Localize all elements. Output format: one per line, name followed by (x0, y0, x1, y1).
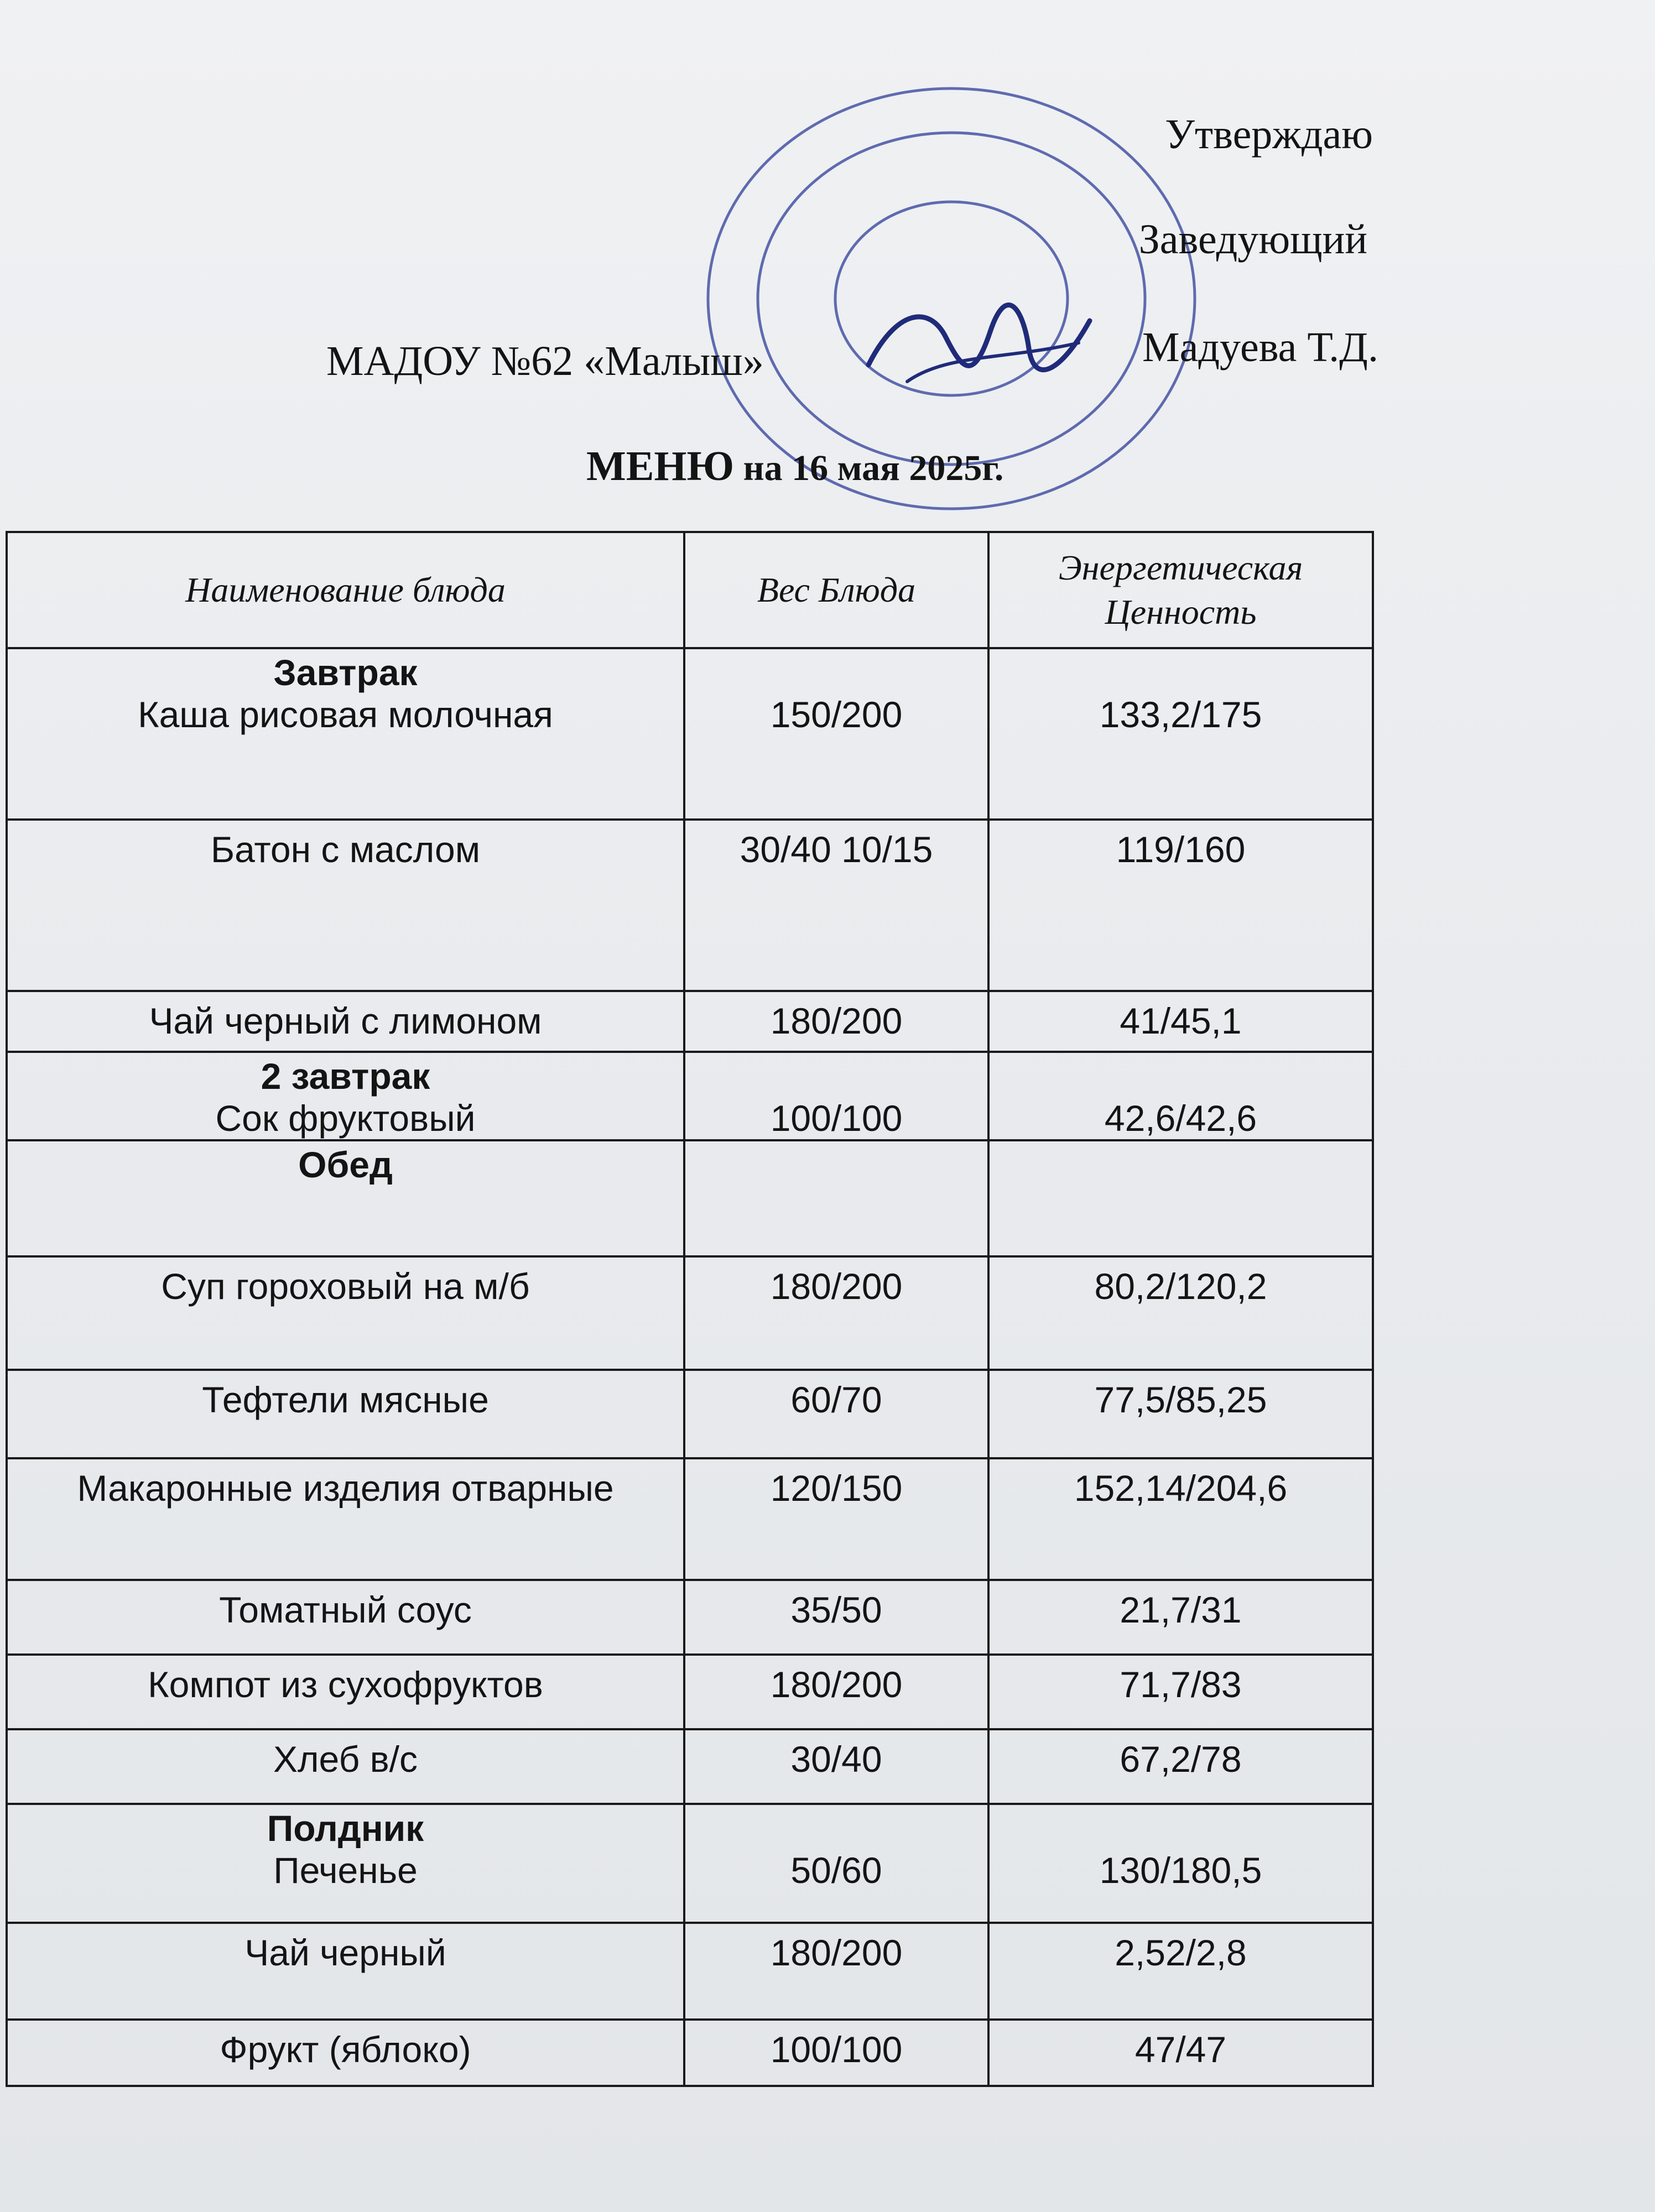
dish-name: Макаронные изделия отварные (77, 1468, 614, 1509)
approve-label: Утверждаю (1165, 111, 1373, 158)
dish-name-cell (7, 648, 684, 820)
table-row (7, 1923, 1373, 2020)
dish-name-cell (7, 1729, 684, 1804)
dish-name-cell (7, 1052, 684, 1140)
dish-name: Каша рисовая молочная (138, 694, 553, 735)
weight-cell: 180/200 (684, 1256, 988, 1370)
weight-cell (684, 1140, 988, 1256)
table-row (7, 1655, 1373, 1729)
weight-cell: 180/200 (684, 991, 988, 1052)
weight-cell: 30/40 (684, 1729, 988, 1804)
dish-name-cell (7, 1458, 684, 1580)
dish-name: Томатный соус (219, 1589, 472, 1630)
signatory-name: Мадуева Т.Д. (1142, 324, 1378, 371)
weight-cell: 150/200 (684, 648, 988, 820)
meal-section-label: Полдник (267, 1808, 424, 1849)
weight-cell: 35/50 (684, 1580, 988, 1655)
dish-name-cell (7, 1804, 684, 1923)
table-row (7, 1052, 1373, 1140)
table-row (7, 1580, 1373, 1655)
energy-cell: 42,6/42,6 (988, 1052, 1373, 1140)
energy-cell: 67,2/78 (988, 1729, 1373, 1804)
dish-name-cell (7, 1580, 684, 1655)
table-row (7, 648, 1373, 820)
table-row (7, 1458, 1373, 1580)
dish-name: Хлеб в/с (273, 1739, 418, 1780)
energy-cell: 41/45,1 (988, 991, 1373, 1052)
header-weight: Вес Блюда (684, 532, 988, 648)
table-row (7, 2020, 1373, 2086)
table-body (7, 648, 1373, 2086)
energy-cell: 119/160 (988, 820, 1373, 991)
dish-name-cell (7, 1140, 684, 1256)
table-header-row (7, 532, 1373, 648)
weight-cell: 120/150 (684, 1458, 988, 1580)
dish-name-cell (7, 820, 684, 991)
table-row (7, 991, 1373, 1052)
table-row (7, 1729, 1373, 1804)
dish-name: Тефтели мясные (202, 1379, 489, 1420)
dish-name-cell (7, 1923, 684, 2020)
energy-cell: 77,5/85,25 (988, 1370, 1373, 1458)
energy-cell: 152,14/204,6 (988, 1458, 1373, 1580)
meal-section-label: 2 завтрак (261, 1056, 430, 1097)
energy-cell: 130/180,5 (988, 1804, 1373, 1923)
dish-name-cell (7, 1256, 684, 1370)
table-row (7, 820, 1373, 991)
dish-name-cell (7, 991, 684, 1052)
weight-cell: 100/100 (684, 2020, 988, 2086)
dish-name: Печенье (273, 1850, 418, 1891)
meal-section-label: Завтрак (273, 652, 418, 693)
weight-cell: 30/40 10/15 (684, 820, 988, 991)
table-row (7, 1804, 1373, 1923)
energy-cell: 71,7/83 (988, 1655, 1373, 1729)
position-label: Заведующий (1138, 216, 1367, 263)
dish-name: Сок фруктовый (215, 1098, 476, 1139)
dish-name: Батон с маслом (210, 829, 481, 870)
weight-cell: 100/100 (684, 1052, 988, 1140)
dish-name: Компот из сухофруктов (148, 1664, 543, 1705)
dish-name-cell (7, 2020, 684, 2086)
page-title (586, 442, 1003, 491)
energy-cell: 21,7/31 (988, 1580, 1373, 1655)
dish-name: Суп гороховый на м/б (161, 1266, 530, 1307)
menu-table (6, 531, 1374, 2087)
title-main: МЕНЮ (586, 443, 735, 489)
weight-cell: 180/200 (684, 1923, 988, 2020)
dish-name: Фрукт (яблоко) (220, 2029, 471, 2070)
organization-name: МАДОУ №62 «Малыш» (326, 338, 764, 384)
energy-cell: 2,52/2,8 (988, 1923, 1373, 2020)
weight-cell: 60/70 (684, 1370, 988, 1458)
energy-cell: 47/47 (988, 2020, 1373, 2086)
meal-section-label: Обед (298, 1144, 393, 1185)
table-row (7, 1370, 1373, 1458)
dish-name-cell (7, 1655, 684, 1729)
table-row (7, 1140, 1373, 1256)
header-dish-name: Наименование блюда (7, 532, 684, 648)
handwritten-signature (863, 288, 1095, 398)
title-date: на 16 мая 2025г. (743, 448, 1004, 488)
energy-cell (988, 1140, 1373, 1256)
dish-name: Чай черный с лимоном (149, 1000, 542, 1041)
weight-cell: 180/200 (684, 1655, 988, 1729)
energy-cell: 80,2/120,2 (988, 1256, 1373, 1370)
energy-cell: 133,2/175 (988, 648, 1373, 820)
weight-cell: 50/60 (684, 1804, 988, 1923)
table-row (7, 1256, 1373, 1370)
header-energy: Энергетическая Ценность (988, 532, 1373, 648)
dish-name-cell (7, 1370, 684, 1458)
dish-name: Чай черный (244, 1932, 446, 1973)
